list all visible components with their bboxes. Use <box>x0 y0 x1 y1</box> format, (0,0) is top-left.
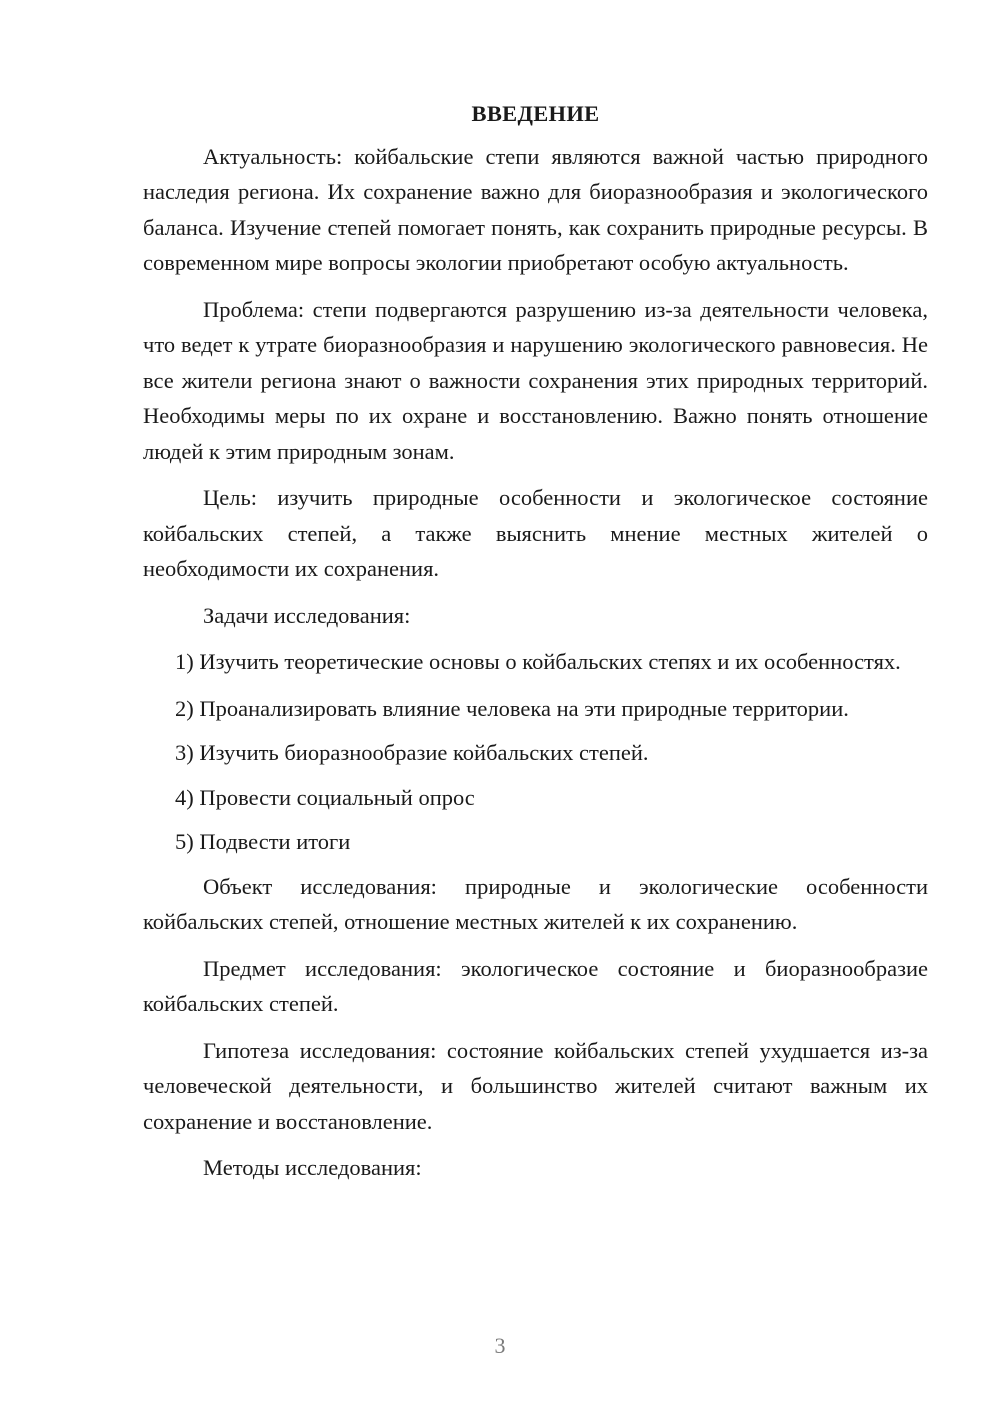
paragraph-object: Объект исследования: природные и экологические особенности койбальских степей, отношение местных жителей к их сохранению. <box>143 873 928 934</box>
page-content <box>143 96 928 1197</box>
task-item-5: 5) Подвести итоги <box>175 829 351 854</box>
tasks-heading: Задачи исследования: <box>203 602 411 628</box>
page-title: ВВЕДЕНИЕ <box>471 101 600 126</box>
task-item-3: 3) Изучить биоразнообразие койбальских степей. <box>175 740 649 765</box>
paragraph-subject: Предмет исследования: экологическое состояние и биоразнообразие койбальских степей. <box>143 955 928 1016</box>
page-number: 3 <box>494 1333 506 1358</box>
methods-heading: Методы исследования: <box>203 1155 422 1180</box>
task-item-1: 1) Изучить теоретические основы о койбальских степях и их особенностях. <box>175 649 901 674</box>
paragraph-goal: Цель: изучить природные особенности и экологическое состояние койбальских степей, а также выяснить мнение местных жителей о необходимости их сохранения. <box>143 485 928 581</box>
task-item-4: 4) Провести социальный опрос <box>175 784 475 810</box>
paragraph-problem: Проблема: степи подвергаются разрушению из-за деятельности человека, что ведет к утрате биоразнообразия и нарушению экологического равновесия. Не все жители региона знают о важности сохранения этих природных территорий. Необходимы меры по их охране и восстановлению. Важно понять отношение людей к этим природным зонам. <box>143 296 928 464</box>
task-item-2: 2) Проанализировать влияние человека на эти природные территории. <box>175 695 849 721</box>
paragraph-relevance: Актуальность: койбальские степи являются важной частью природного наследия региона. Их сохранение важно для биоразнообразия и экологического баланса. Изучение степей помогает понять, как сохранить природные ресурсы. В современном мире вопросы экологии приобретают особую актуальность. <box>143 143 928 275</box>
paragraph-hypothesis: Гипотеза исследования: состояние койбальских степей ухудшается из-за человеческой деятельности, и большинство жителей считают важным их сохранение и восстановление. <box>143 1037 928 1134</box>
